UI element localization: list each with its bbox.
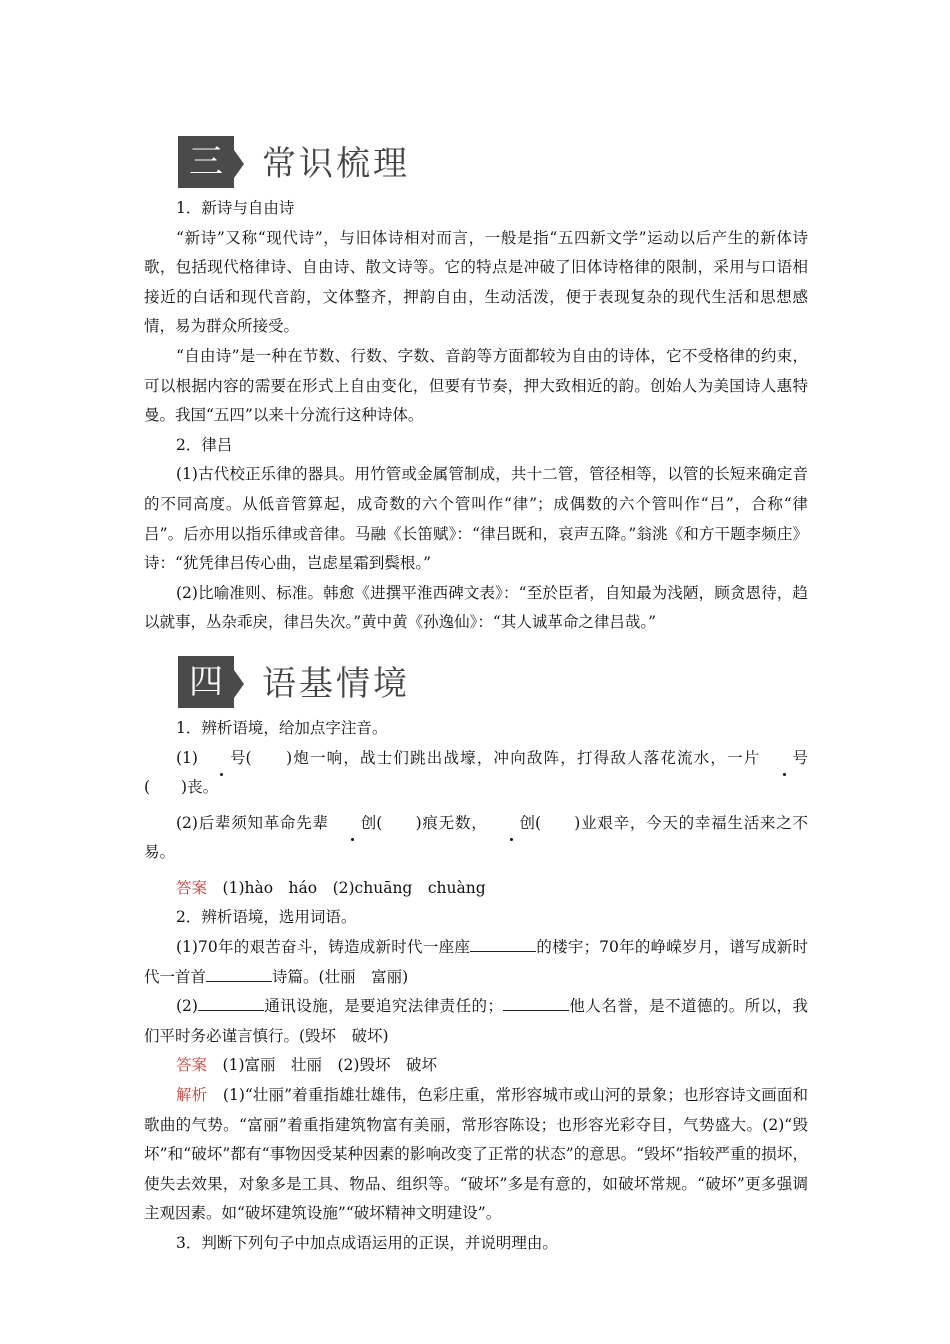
question-heading: 1．辨析语境，给加点字注音。 (176, 718, 388, 737)
section-header-3 (178, 122, 418, 194)
item-heading: 1．新诗与自由诗 (176, 199, 295, 217)
analysis-paragraph: 解析 (1)“壮丽”着重指雄壮雄伟，色彩庄重，常形容城市或山河的景象；也形容诗文画面和歌曲的气势。“富丽”着重指建筑物富有美丽，常形容陈设；也形容光彩夺目，气势盛大。(2)“毁坏”和“破坏”都有“事物因受某种因素的影响改变了正常的状态”的意思。“毁坏”指较严重的损坏，使失去效果，对象多是工具、物品、组织等。“破坏”多是有意的，如破坏常规。“破坏”更多强调主观因素。如“破坏建筑设施”“破坏精神文明建设”。 (144, 1086, 808, 1223)
question-line: (1)70年的艰苦奋斗，铸造成新时代一座座 的楼宇；70年的峥嵘岁月，谱写成新时代一首首 诗篇。(壮丽 富丽) (144, 938, 808, 986)
answer-line: 答案 (1)hào háo (2)chuāng chuàng (176, 878, 486, 897)
answer-label: 答案 (176, 1056, 208, 1075)
header-arrow-icon (234, 150, 244, 178)
analysis-label: 解析 (176, 1086, 208, 1105)
answer-line: 答案 (1)富丽 壮丽 (2)毁坏 破坏 (176, 1056, 437, 1075)
paragraph: (1)古代校正乐律的器具。用竹管或金属管制成，共十二管，管径相等，以管的长短来确定音的不同高度。从低音管算起，成奇数的六个管叫作“律”；成偶数的六个管叫作“吕”，合称“律吕”。后亦用以指乐律或音律。马融《长笛赋》：“律吕既和，哀声五降。”翁洮《和方干题李频庄》诗：“犹凭律吕传心曲，岂虑星霜到鬓根。” (144, 465, 808, 573)
header-arrow-icon (234, 670, 244, 698)
paragraph: “自由诗”是一种在节数、行数、字数、音韵等方面都较为自由的诗体，它不受格律的约束，可以根据内容的需要在形式上自由变化，但要有节奏，押大致相近的韵。创始人为美国诗人惠特曼。我国“五四”以来十分流行这种诗体。 (144, 346, 808, 425)
paragraph: “新诗”又称“现代诗”，与旧体诗相对而言，一般是指“五四新文学”运动以后产生的新体诗歌，包括现代格律诗、自由诗、散文诗等。它的特点是冲破了旧体诗格律的限制，采用与口语相接近的白话和现代音韵，文体整齐，押韵自由，生动活泼，便于表现复杂的现代生活和思想感情，易为群众所接受。 (144, 228, 808, 336)
page-content (144, 122, 808, 1259)
question-heading: 3．判断下列句子中加点成语运用的正误，并说明理由。 (176, 1234, 558, 1252)
dotted-char: 号 (198, 744, 246, 774)
answer-blank (206, 967, 272, 982)
question-line: (1) 号( )炮一响，战士们跳出战壕，冲向敌阵，打得敌人落花流水，一片 号( )丧。 (144, 744, 808, 803)
answer-blank (198, 996, 264, 1011)
dotted-char: 号 (760, 744, 808, 774)
answer-blank (470, 937, 536, 952)
answer-blank (503, 996, 569, 1011)
dotted-char: 创 (329, 809, 377, 839)
question-heading: 2．辨析语境，选用词语。 (176, 908, 357, 927)
answer-label: 答案 (176, 878, 208, 897)
section-title: 常识梳理 (262, 144, 410, 184)
paragraph: (2)比喻准则、标准。韩愈《进撰平淮西碑文表》：“至於臣者，自知最为浅陋，顾贪恩待，趋以就事，丛杂乖戾，律吕失次。”黄中黄《孙逸仙》：“其人诚革命之律吕哉。” (144, 583, 808, 632)
question-line: (2) 通讯设施，是要追究法律责任的； 他人名誉，是不道德的。所以，我们平时务必谨言慎行。(毁坏 破坏) (144, 997, 808, 1045)
section-title: 语基情境 (262, 663, 410, 704)
question-line: (2)后辈须知革命先辈 创( )痕无数， 创( )业艰辛，今天的幸福生活来之不易。 (144, 809, 808, 868)
section-header-4 (178, 642, 418, 714)
section-number-box: 四 (178, 656, 234, 708)
section-number-box: 三 (178, 136, 234, 188)
item-heading: 2．律吕 (176, 435, 233, 454)
dotted-char: 创 (487, 809, 535, 839)
